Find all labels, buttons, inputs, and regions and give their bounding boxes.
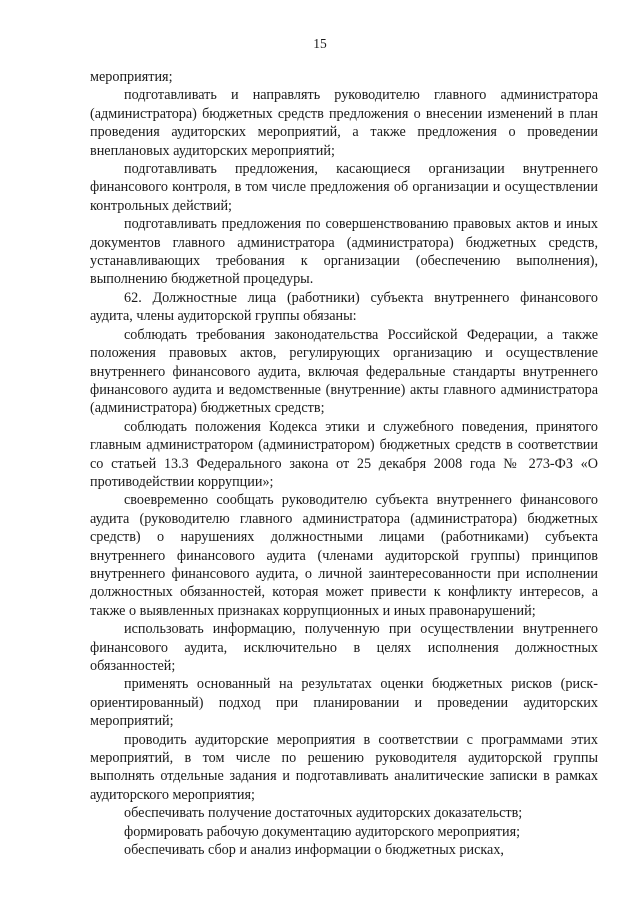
paragraph: обеспечивать сбор и анализ информации о бюджетных рисках, [124,842,504,859]
paragraph: формировать рабочую документацию аудиторского мероприятия; [124,823,521,840]
paragraph: своевременно сообщать руководителю субъекта внутреннего финансового аудита (руководителю главного администратора (администратора) бюджетных средств) о нарушениях должностными лицами (работниками) субъекта внутреннего финансового аудита (членами аудиторской группы) принципов внутреннего финансового аудита, о личной заинтересованности при исполнении должностных обязанностей, которая может привести к конфликту интересов, а также о выявленных признаках коррупционных и иных правонарушений; [90,492,598,619]
paragraph: проводить аудиторские мероприятия в соответствии с программами этих мероприятий, в том числе по решению руководителя аудиторской группы выполнять отдельные задания и подготавливать аналитические записки в рамках аудиторского мероприятия; [90,731,598,803]
paragraph: подготавливать предложения, касающиеся организации внутреннего финансового контроля, в том числе предложения об организации и осуществлении контрольных действий; [90,161,598,214]
paragraph: соблюдать положения Кодекса этики и служебного поведения, принятого главным администратором (администратором) бюджетных средств в соответствии со статьей 13.3 Федерального закона от 25 декабря 2008 года № 273-ФЗ «О противодействии коррупции»; [90,418,598,490]
paragraph: применять основанный на результатах оценки бюджетных рисков (риск-ориентированный) подход при планировании и проведении аудиторских мероприятий; [90,676,598,730]
paragraph: обеспечивать получение достаточных аудиторских доказательств; [124,805,523,822]
paragraph: подготавливать предложения по совершенствованию правовых актов и иных документов главного администратора (администратора) бюджетных средств, устанавливающих требования к организации (обеспечению выполнения), выполнению бюджетной процедуры. [90,216,598,288]
paragraph: использовать информацию, полученную при осуществлении внутреннего финансового аудита, исключительно в целях исполнения должностных обязанностей; [90,621,598,674]
paragraph: соблюдать требования законодательства Российской Федерации, а также положения правовых актов, регулирующих организацию и осуществление внутреннего финансового аудита, включая федеральные стандарты внутреннего финансового аудита и ведомственные (внутренние) акты главного администратора (администратора) бюджетных средств; [90,326,598,417]
page-number: 15 [313,36,327,51]
paragraph: подготавливать и направлять руководителю главного администратора (администратора) бюджетных средств предложения о внесении изменений в план проведения аудиторских мероприятий, а также предложения о проведении внеплановых аудиторских мероприятий; [90,87,598,159]
paragraph: мероприятия; [90,69,173,85]
paragraph: 62. Должностные лица (работники) субъекта внутреннего финансового аудита, члены аудиторской группы обязаны: [90,289,598,325]
document-body [90,68,598,859]
